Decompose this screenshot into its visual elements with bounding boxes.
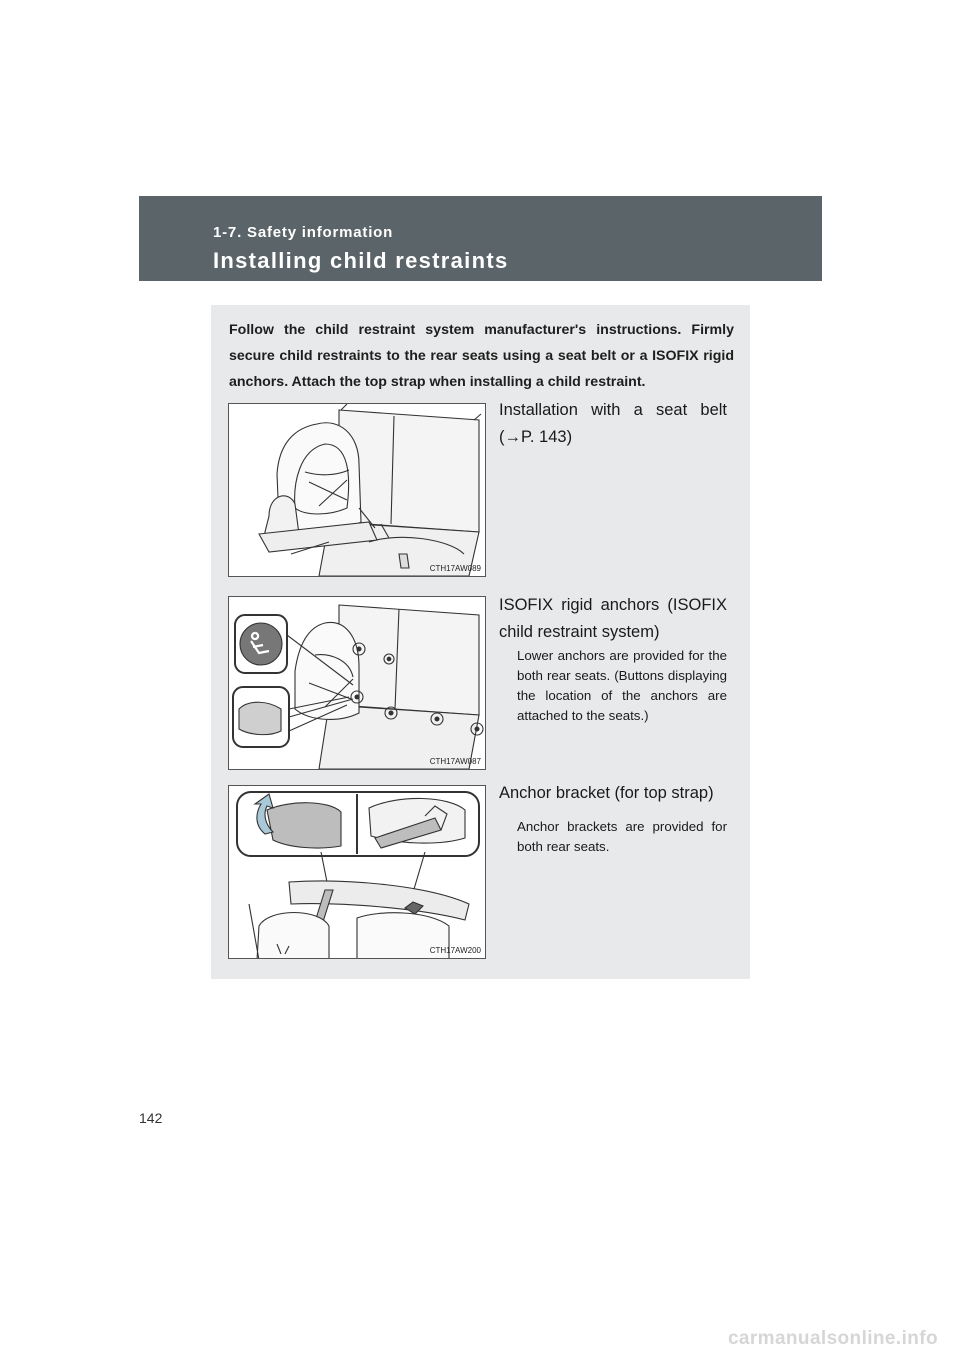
item-desc-isofix: Lower anchors are provided for the both rear seats. (Buttons displaying the location of the anchors are attached to the seats.) [517, 648, 727, 723]
seat-belt-installation-illustration [228, 403, 486, 577]
item-title-seat-belt: Installation with a seat belt (→P. 143) [499, 401, 727, 446]
watermark: carmanualsonline.info [727, 1328, 938, 1349]
anchor-bracket-illustration [228, 785, 486, 959]
section-label: 1-7. Safety information [213, 224, 394, 241]
figure-code: CTH17AW089 [429, 564, 481, 573]
item-title-isofix: ISOFIX rigid anchors (ISOFIX child restraint system) [499, 596, 727, 641]
content-panel [211, 305, 750, 979]
figure-code: CTH17AW200 [429, 946, 481, 955]
figure-code: CTH17AW087 [429, 757, 481, 766]
isofix-anchors-illustration [228, 596, 486, 770]
page-number: 142 [139, 1110, 163, 1126]
item-desc-anchor-bracket: Anchor brackets are provided for both rear seats. [517, 819, 727, 854]
page-title: Installing child restraints [213, 248, 509, 273]
section-header [139, 196, 822, 281]
intro-text: Follow the child restraint system manufacturer's instructions. Firmly secure child restraints to the rear seats using a seat belt or a ISOFIX rigid anchors. Attach the top strap when installing a child restraint. [229, 322, 734, 390]
item-title-anchor-bracket: Anchor bracket (for top strap) [499, 784, 714, 802]
